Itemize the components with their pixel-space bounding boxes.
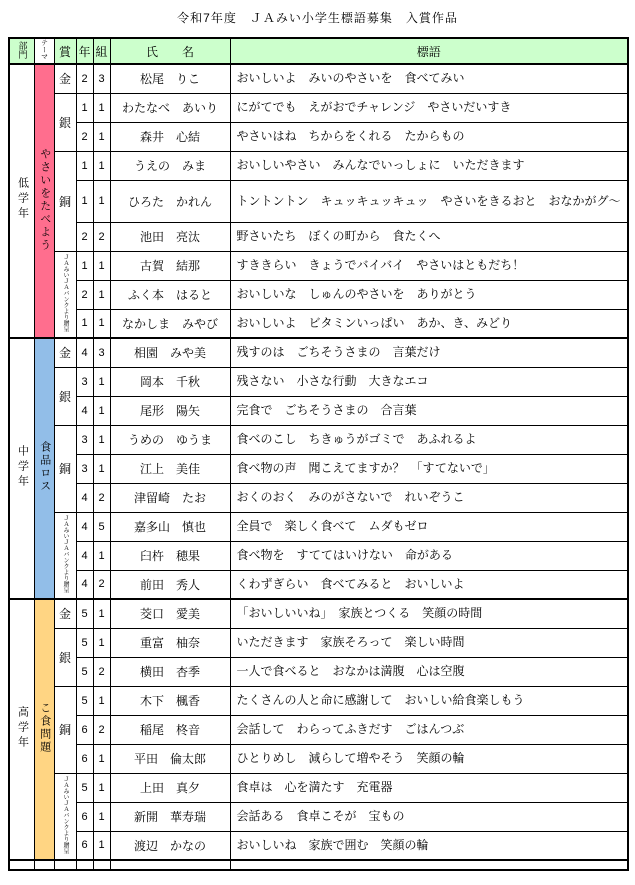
table-row (9, 628, 628, 657)
class-cell: 1 (93, 151, 110, 180)
award-cell: ＪＡみいＪＡバンクより贈呈 (54, 773, 76, 860)
year-cell: 5 (76, 657, 93, 686)
table-row (9, 657, 628, 686)
class-cell: 1 (93, 686, 110, 715)
class-cell: 1 (93, 93, 110, 122)
year-cell: 6 (76, 831, 93, 860)
page-title: 令和7年度 ＪＡみい小学生標語募集 入賞作品 (177, 11, 458, 25)
award-cell: 銀 (54, 367, 76, 425)
table-row (9, 686, 628, 715)
class-cell: 2 (93, 715, 110, 744)
year-cell: 5 (76, 773, 93, 802)
name-cell: うめの ゆうま (110, 425, 230, 454)
class-cell: 2 (93, 222, 110, 251)
award-cell: 銅 (54, 151, 76, 251)
name-cell: 古賀 結那 (110, 251, 230, 280)
table-row (9, 454, 628, 483)
header-slogan: 標語 (230, 38, 628, 64)
year-cell: 6 (76, 715, 93, 744)
award-cell: 銀 (54, 628, 76, 686)
name-cell: 尾形 陽矢 (110, 396, 230, 425)
class-cell: 1 (93, 831, 110, 860)
table-row (9, 180, 628, 222)
slogan-cell: 食べのこし ちきゅうがゴミで あふれるよ (230, 425, 628, 454)
name-cell: わたなべ あいり (110, 93, 230, 122)
table-row (9, 483, 628, 512)
table-row (9, 512, 628, 541)
name-cell: 江上 美佳 (110, 454, 230, 483)
year-cell: 4 (76, 338, 93, 367)
division-cell: 低学年 (9, 64, 34, 338)
year-cell: 4 (76, 570, 93, 599)
slogan-cell: 食べ物を すててはいけない 命がある (230, 541, 628, 570)
slogan-cell: 「おいしいいね」 家族とつくる 笑顔の時間 (230, 599, 628, 628)
year-cell: 2 (76, 64, 93, 93)
class-cell: 1 (93, 396, 110, 425)
class-cell: 2 (93, 483, 110, 512)
name-cell: ふく本 はると (110, 280, 230, 309)
empty-cell (34, 860, 54, 870)
empty-cell (76, 860, 93, 870)
class-cell: 1 (93, 309, 110, 338)
theme-cell: こ食問題 (34, 599, 54, 860)
name-cell: 重富 柚奈 (110, 628, 230, 657)
year-cell: 4 (76, 541, 93, 570)
class-cell: 1 (93, 599, 110, 628)
name-cell: 森井 心結 (110, 122, 230, 151)
slogan-cell: やさいはね ちからをくれる たからもの (230, 122, 628, 151)
slogan-cell: 残すのは ごちそうさまの 言葉だけ (230, 338, 628, 367)
year-cell: 1 (76, 309, 93, 338)
class-cell: 3 (93, 338, 110, 367)
empty-footer-row (9, 860, 628, 870)
table-row (9, 367, 628, 396)
empty-cell (110, 860, 230, 870)
class-cell: 1 (93, 454, 110, 483)
name-cell: 平田 倫太郎 (110, 744, 230, 773)
year-cell: 5 (76, 686, 93, 715)
slogan-cell: 食卓は 心を満たす 充電器 (230, 773, 628, 802)
slogan-cell: いただきます 家族そろって 楽しい時間 (230, 628, 628, 657)
table-row (9, 122, 628, 151)
table-row (9, 570, 628, 599)
class-cell: 1 (93, 180, 110, 222)
award-cell: 銀 (54, 93, 76, 151)
name-cell: 横田 杏季 (110, 657, 230, 686)
slogan-cell: 会話して わらってふきだす ごはんつぶ (230, 715, 628, 744)
year-cell: 2 (76, 122, 93, 151)
year-cell: 4 (76, 512, 93, 541)
table-row (9, 802, 628, 831)
class-cell: 1 (93, 541, 110, 570)
award-cell: 金 (54, 599, 76, 628)
class-cell: 2 (93, 570, 110, 599)
table-row (9, 396, 628, 425)
slogan-cell: トントントン キュッキュッキュッ やさいをきるおと おなかがグ～ (230, 180, 628, 222)
header-year: 年 (76, 38, 93, 64)
class-cell: 1 (93, 251, 110, 280)
header-theme: テーマ (34, 38, 54, 64)
slogan-cell: おいしいやさい みんなでいっしょに いただきます (230, 151, 628, 180)
name-cell: うえの みま (110, 151, 230, 180)
class-cell: 2 (93, 657, 110, 686)
table-row (9, 773, 628, 802)
name-cell: 茭口 愛美 (110, 599, 230, 628)
slogan-cell: おいしいな しゅんのやさいを ありがとう (230, 280, 628, 309)
award-cell: 銅 (54, 686, 76, 773)
table-row (9, 93, 628, 122)
name-cell: 松尾 りこ (110, 64, 230, 93)
class-cell: 1 (93, 425, 110, 454)
name-cell: 相園 みや美 (110, 338, 230, 367)
name-cell: なかしま みやび (110, 309, 230, 338)
name-cell: 稲尾 柊音 (110, 715, 230, 744)
empty-cell (9, 860, 34, 870)
year-cell: 3 (76, 425, 93, 454)
name-cell: 上田 真夕 (110, 773, 230, 802)
table-row (9, 251, 628, 280)
year-cell: 6 (76, 802, 93, 831)
class-cell: 1 (93, 773, 110, 802)
slogan-cell: にがてでも えがおでチャレンジ やさいだいすき (230, 93, 628, 122)
award-cell: 金 (54, 64, 76, 93)
empty-cell (54, 860, 76, 870)
slogan-cell: 野さいたち ぼくの町から 食たくへ (230, 222, 628, 251)
table-row (9, 280, 628, 309)
theme-cell: 食品ロス (34, 338, 54, 599)
year-cell: 1 (76, 180, 93, 222)
name-cell: 新開 華寿瑞 (110, 802, 230, 831)
year-cell: 3 (76, 454, 93, 483)
year-cell: 2 (76, 222, 93, 251)
table-row (9, 599, 628, 628)
slogan-cell: おくのおく みのがさないで れいぞうこ (230, 483, 628, 512)
award-cell: ＪＡみいＪＡバンクより贈呈 (54, 251, 76, 338)
name-cell: 嘉多山 慎也 (110, 512, 230, 541)
year-cell: 1 (76, 151, 93, 180)
award-cell: 金 (54, 338, 76, 367)
name-cell: 渡辺 かなの (110, 831, 230, 860)
awards-table (8, 37, 629, 871)
division-cell: 中学年 (9, 338, 34, 599)
name-cell: 臼杵 穂果 (110, 541, 230, 570)
division-cell: 高学年 (9, 599, 34, 860)
name-cell: 岡本 千秋 (110, 367, 230, 396)
slogan-cell: おいしいよ ビタミンいっぱい あか、き、みどり (230, 309, 628, 338)
slogan-cell: おいしいよ みいのやさいを 食べてみい (230, 64, 628, 93)
header-class: 組 (93, 38, 110, 64)
year-cell: 2 (76, 280, 93, 309)
name-cell: 津留崎 たお (110, 483, 230, 512)
table-row (9, 541, 628, 570)
table-row (9, 64, 628, 93)
class-cell: 3 (93, 64, 110, 93)
year-cell: 5 (76, 599, 93, 628)
table-body (9, 64, 628, 870)
slogan-cell: 会話ある 食卓こそが 宝もの (230, 802, 628, 831)
year-cell: 6 (76, 744, 93, 773)
header-row (9, 38, 628, 64)
award-cell: ＪＡみいＪＡバンクより贈呈 (54, 512, 76, 599)
slogan-cell: ひとりめし 減らして増やそう 笑顔の輪 (230, 744, 628, 773)
table-row (9, 744, 628, 773)
slogan-cell: 一人で食べると おなかは満腹 心は空腹 (230, 657, 628, 686)
header-name: 氏 名 (110, 38, 230, 64)
year-cell: 4 (76, 396, 93, 425)
table-row (9, 222, 628, 251)
class-cell: 1 (93, 744, 110, 773)
class-cell: 1 (93, 802, 110, 831)
slogan-cell: 残さない 小さな行動 大きなエコ (230, 367, 628, 396)
header-award: 賞 (54, 38, 76, 64)
class-cell: 1 (93, 628, 110, 657)
class-cell: 5 (93, 512, 110, 541)
table-row (9, 309, 628, 338)
slogan-cell: おいしいね 家族で囲む 笑顔の輪 (230, 831, 628, 860)
class-cell: 1 (93, 367, 110, 396)
slogan-cell: くわずぎらい 食べてみると おいしいよ (230, 570, 628, 599)
year-cell: 3 (76, 367, 93, 396)
table-row (9, 151, 628, 180)
slogan-cell: たくさんの人と命に感謝して おいしい給食楽しもう (230, 686, 628, 715)
theme-cell: やさいをたべよう (34, 64, 54, 338)
slogan-cell: 完食で ごちそうさまの 合言葉 (230, 396, 628, 425)
year-cell: 4 (76, 483, 93, 512)
table-row (9, 425, 628, 454)
table-row (9, 831, 628, 860)
class-cell: 1 (93, 122, 110, 151)
empty-cell (230, 860, 628, 870)
name-cell: 前田 秀人 (110, 570, 230, 599)
empty-cell (93, 860, 110, 870)
award-cell: 銅 (54, 425, 76, 512)
name-cell: 池田 亮汰 (110, 222, 230, 251)
slogan-cell: すききらい きょうでバイバイ やさいはともだち！ (230, 251, 628, 280)
slogan-cell: 食べ物の声 聞こえてますか？ 「すてないで」 (230, 454, 628, 483)
year-cell: 1 (76, 251, 93, 280)
table-row (9, 338, 628, 367)
class-cell: 1 (93, 280, 110, 309)
name-cell: 木下 楓香 (110, 686, 230, 715)
slogan-cell: 全員で 楽しく食べて ムダもゼロ (230, 512, 628, 541)
name-cell: ひろた かれん (110, 180, 230, 222)
year-cell: 5 (76, 628, 93, 657)
year-cell: 1 (76, 93, 93, 122)
header-division: 部門 (9, 38, 34, 64)
table-row (9, 715, 628, 744)
